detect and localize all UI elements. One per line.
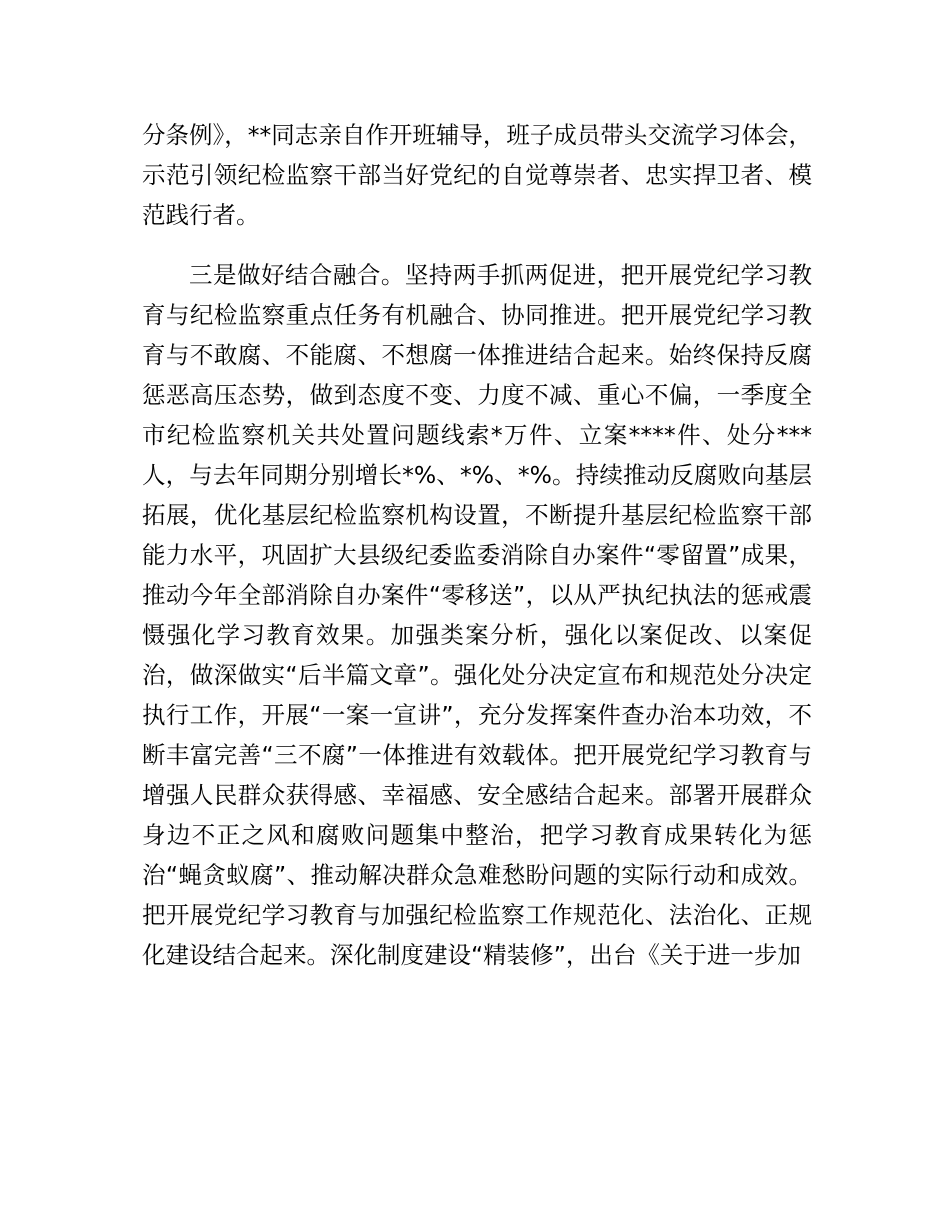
paragraph-section-three: 三是做好结合融合。坚持两手抓两促进，把开展党纪学习教育与纪检监察重点任务有机融合、协同推进。把开展党纪学习教育与不敢腐、不能腐、不想腐一体推进结合起来。始终保持反腐惩恶高压态势，做到态度不变、力度不减、重心不偏，一季度全市纪检监察机关共处置问题线索*万件、立案****件、处分***人，与去年同期分别增长*%、*%、*%。持续推动反腐败向基层拓展，优化基层纪检监察机构设置，不断提升基层纪检监察干部能力水平，巩固扩大县级纪委监委消除自办案件“零留置”成果，推动今年全部消除自办案件“零移送”，以从严执纪执法的惩戒震慑强化学习教育效果。加强类案分析，强化以案促改、以案促治，做深做实“后半篇文章”。强化处分决定宣布和规范处分决定执行工作，开展“一案一宣讲”，充分发挥案件查办治本功效，不断丰富完善“三不腐”一体推进有效载体。把开展党纪学习教育与增强人民群众获得感、幸福感、安全感结合起来。部署开展群众身边不正之风和腐败问题集中整治，把学习教育成果转化为惩治“蝇贪蚁腐”、推动解决群众急难愁盼问题的实际行动和成效。把开展党纪学习教育与加强纪检监察工作规范化、法治化、正规化建设结合起来。深化制度建设“精装修”，出台《关于进一步加 [142,261,812,969]
paragraph-continuation: 分条例》，**同志亲自作开班辅导，班子成员带头交流学习体会，示范引领纪检监察干部当好党纪的自觉尊崇者、忠实捍卫者、模范践行者。 [142,121,812,229]
